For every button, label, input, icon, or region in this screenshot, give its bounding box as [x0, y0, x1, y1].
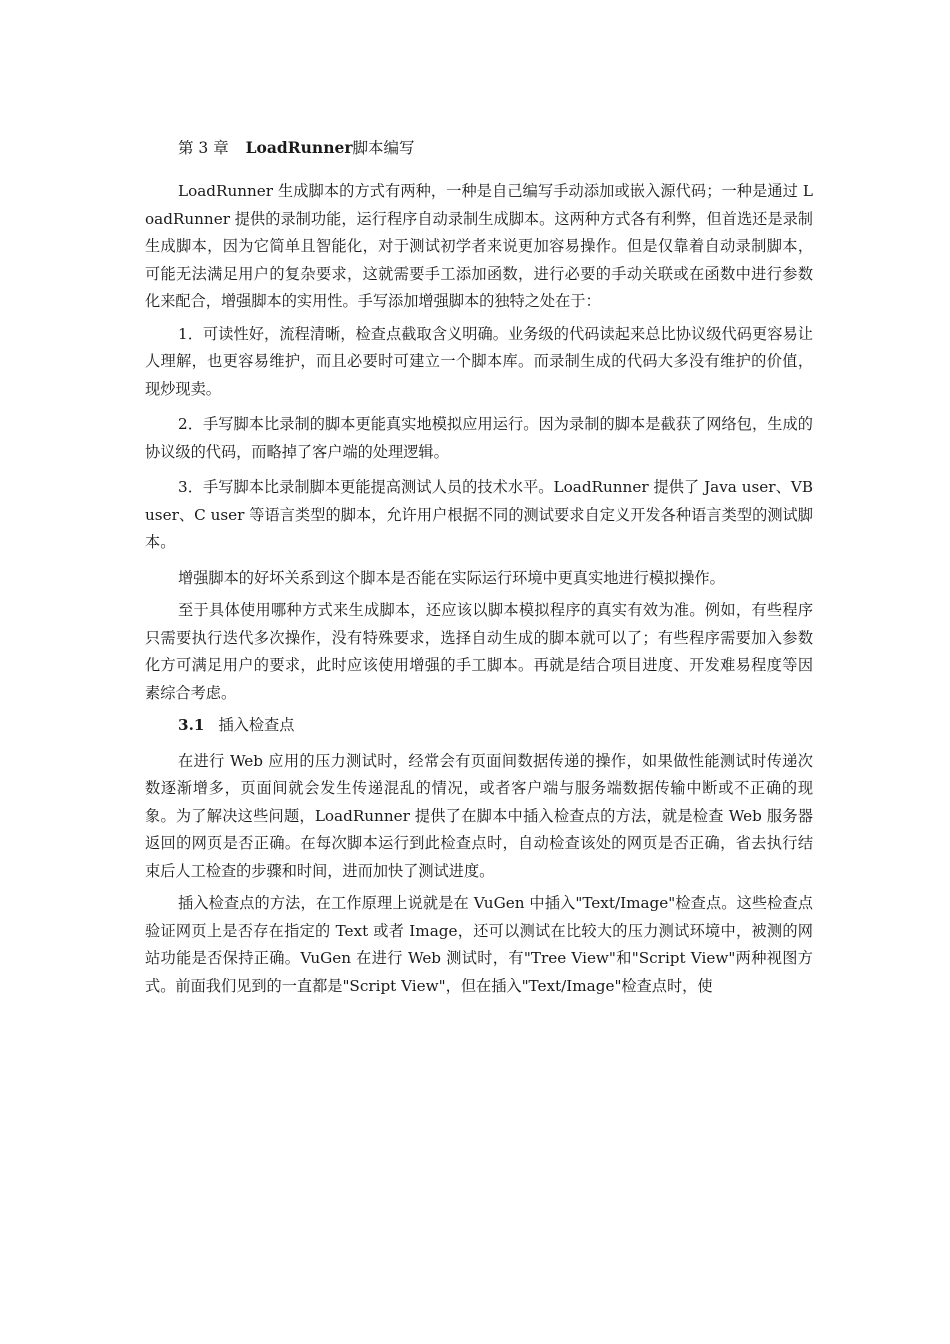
chapter-name: LoadRunner — [245, 138, 353, 157]
chapter-suffix: 脚本编写 — [352, 139, 415, 157]
chapter-label: 第 3 章 — [178, 139, 229, 157]
section-number: 3.1 — [178, 716, 205, 734]
enhance-paragraph: 增强脚本的好坏关系到这个脚本是否能在实际运行环境中更真实地进行模拟操作。 — [178, 568, 725, 587]
section-paragraph: 插入检查点的方法，在工作原理上说就是在 VuGen 中插入"Text/Image"检查点。这些检查点验证网页上是否存在指定的 Text 或者 Image，还可以测试在比较大的压力测试环境中，被测的网站功能是否保持正确。VuGen 在进行 Web 测试时，有"Tree View"和"Script View"两种视图方式。前面我们见到的一直都是"Script View"，但在插入"Text/Image"检查点时，使 — [145, 894, 813, 995]
document-page — [145, 131, 813, 1005]
section-title: 插入检查点 — [218, 716, 295, 734]
section-paragraph: 在进行 Web 应用的压力测试时，经常会有页面间数据传递的操作，如果做性能测试时传递次数逐渐增多，页面间就会发生传递混乱的情况，或者客户端与服务端数据传输中断或不正确的现象。为了解决这些问题，LoadRunner 提供了在脚本中插入检查点的方法，就是检查 Web 服务器返回的网页是否正确。在每次脚本运行到此检查点时，自动检查该处的网页是否正确，省去执行结束后人工检查的步骤和时间，进而加快了测试进度。 — [145, 751, 813, 880]
list-item: 2．手写脚本比录制的脚本更能真实地模拟应用运行。因为录制的脚本是截获了网络包，生成的协议级的代码，而略掉了客户端的处理逻辑。 — [145, 415, 813, 461]
choose-paragraph: 至于具体使用哪种方式来生成脚本，还应该以脚本模拟程序的真实有效为准。例如，有些程序只需要执行迭代多次操作，没有特殊要求，选择自动生成的脚本就可以了；有些程序需要加入参数化方可满足用户的要求，此时应该使用增强的手工脚本。再就是结合项目进度、开发难易程度等因素综合考虑。 — [145, 601, 813, 702]
section-heading — [145, 712, 813, 740]
chapter-title — [145, 131, 813, 165]
list-item: 3．手写脚本比录制脚本更能提高测试人员的技术水平。LoadRunner 提供了 Java user、VB user、C user 等语言类型的脚本，允许用户根据不同的测试要求自定义开发各种语言类型的测试脚本。 — [145, 478, 813, 551]
intro-paragraph: LoadRunner 生成脚本的方式有两种，一种是自己编写手动添加或嵌入源代码；一种是通过 LoadRunner 提供的录制功能，运行程序自动录制生成脚本。这两种方式各有利弊，但首选还是录制生成脚本，因为它简单且智能化，对于测试初学者来说更加容易操作。但是仅靠着自动录制脚本，可能无法满足用户的复杂要求，这就需要手工添加函数，进行必要的手动关联或在函数中进行参数化来配合，增强脚本的实用性。手写添加增强脚本的独特之处在于： — [145, 182, 813, 310]
list-item: 1．可读性好，流程清晰，检查点截取含义明确。业务级的代码读起来总比协议级代码更容易让人理解，也更容易维护，而且必要时可建立一个脚本库。而录制生成的代码大多没有维护的价值，现炒现卖。 — [145, 324, 813, 398]
